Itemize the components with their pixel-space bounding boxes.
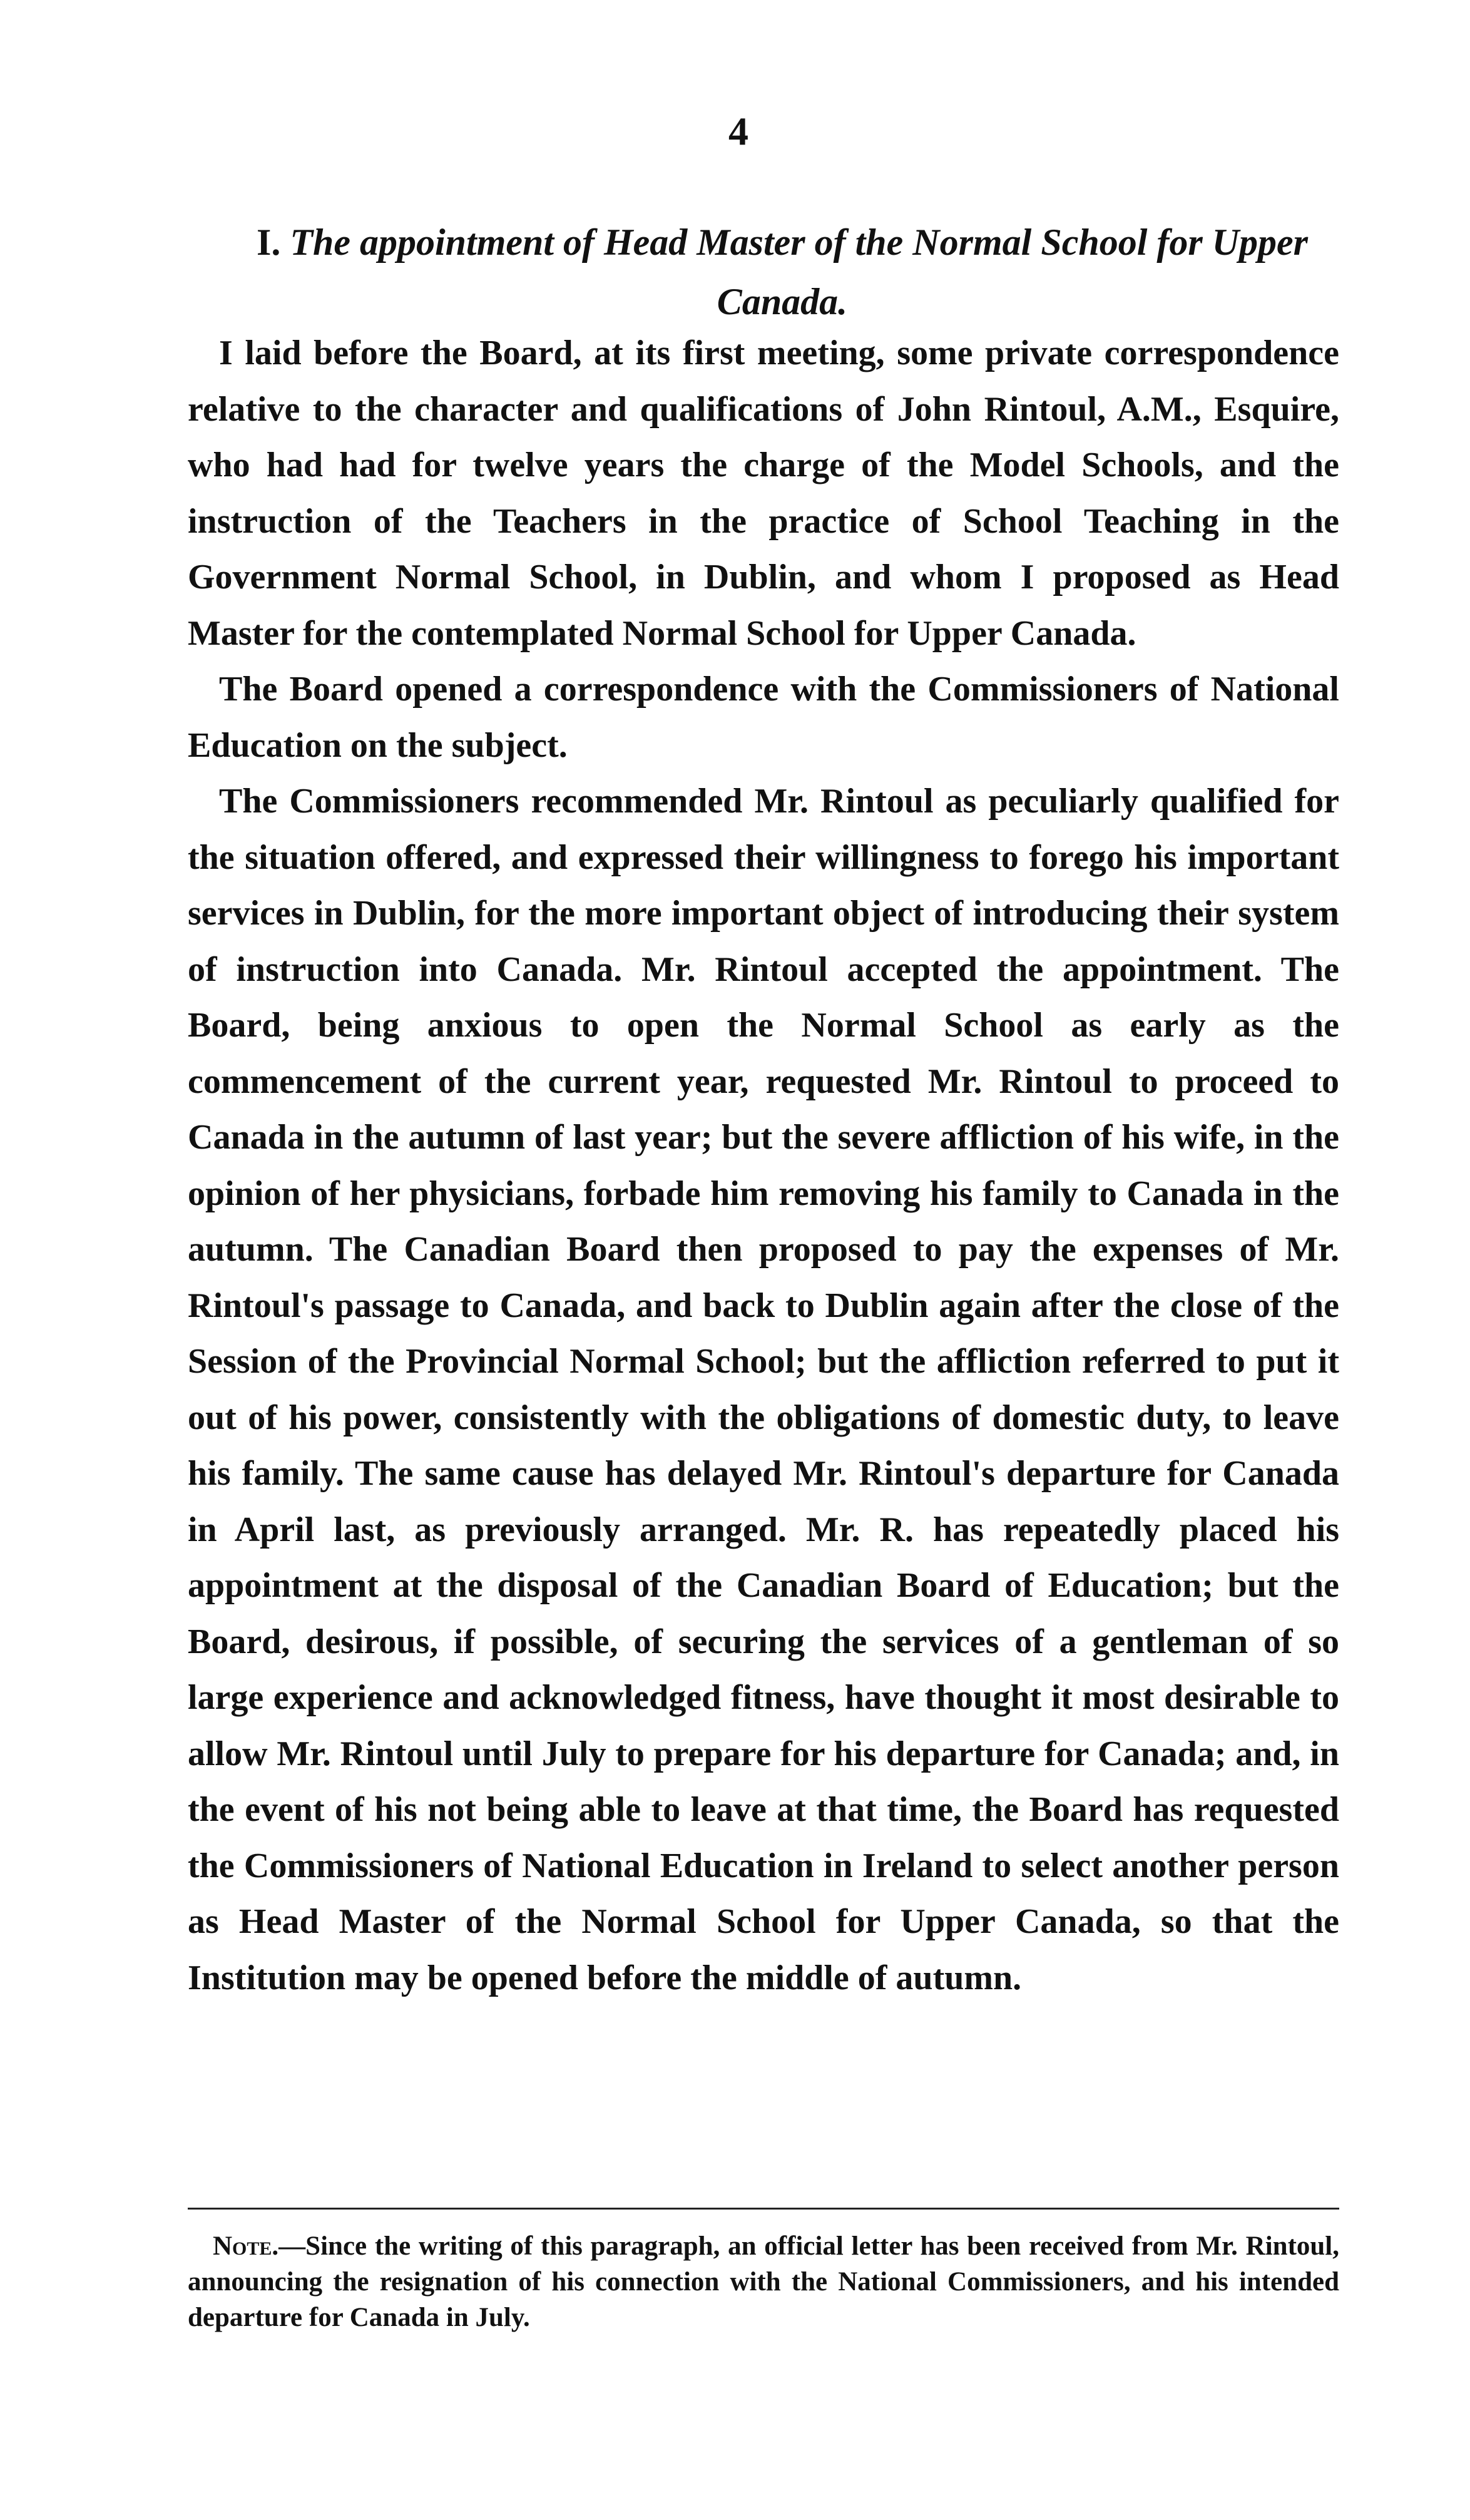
footnote-text: —Since the writing of this paragraph, an official letter has been received from Mr. Rintoul, announcing the resignation of his connection with the National Commissioners, and his intended departure for Canada in July. xyxy=(188,2231,1339,2332)
footnote-divider xyxy=(188,2208,1339,2210)
paragraph-1: I laid before the Board, at its first meeting, some private correspondence relative to the character and qualifications of John Rintoul, A.M., Esquire, who had had for twelve years the charge of the Model Schools, and the instruction of the Teachers in the practice of School Teaching in the Government Normal School, in Dublin, and whom I proposed as Head Master for the contemplated Normal School for Upper Canada. xyxy=(188,334,1339,653)
paragraph-2: The Board opened a correspondence with the Commissioners of National Education on the subject. xyxy=(188,670,1339,765)
section-number: I. xyxy=(256,222,281,263)
footnote-label: Note. xyxy=(213,2231,279,2261)
paragraph-3: The Commissioners recommended Mr. Rintoul as peculiarly qualified for the situation offered, and expressed their willingness to forego his important services in Dublin, for the more important object of introducing their system of instruction into Canada. Mr. Rintoul accepted the appointment. The Board, being anxious to open the Normal School as early as the commencement of the current year, requested Mr. Rintoul to proceed to Canada in the autumn of last year; but the severe affliction of his wife, in the opinion of her physicians, forbade him removing his family to Canada in the autumn. The Canadian Board then proposed to pay the expenses of Mr. Rintoul's passage to Canada, and back to Dublin again after the close of the Session of the Provincial Normal School; but the affliction referred to put it out of his power, consistently with the obligations of domestic duty, to leave his family. The same cause has delayed Mr. Rintoul's departure for Canada in April last, as previously arranged. Mr. R. has repeatedly placed his appointment at the disposal of the Canadian Board of Education; but the Board, desirous, if possible, of securing the services of a gentleman of so large experience and acknowledged fitness, have thought it most desirable to allow Mr. Rintoul until July to prepare for his departure for Canada; and, in the event of his not being able to leave at that time, the Board has requested the Commissioners of National Education in Ireland to select another person as Head Master of the Normal School for Upper Canada, so that the Institution may be opened before the middle of autumn. xyxy=(188,782,1339,1997)
footnote-paragraph xyxy=(188,2228,1339,2335)
section-title: The appointment of Head Master of the Normal School for Upper Canada. xyxy=(290,222,1309,322)
body-text xyxy=(188,325,1339,2006)
page-number: 4 xyxy=(728,109,748,153)
footnote xyxy=(188,2228,1339,2335)
section-heading xyxy=(188,213,1377,332)
